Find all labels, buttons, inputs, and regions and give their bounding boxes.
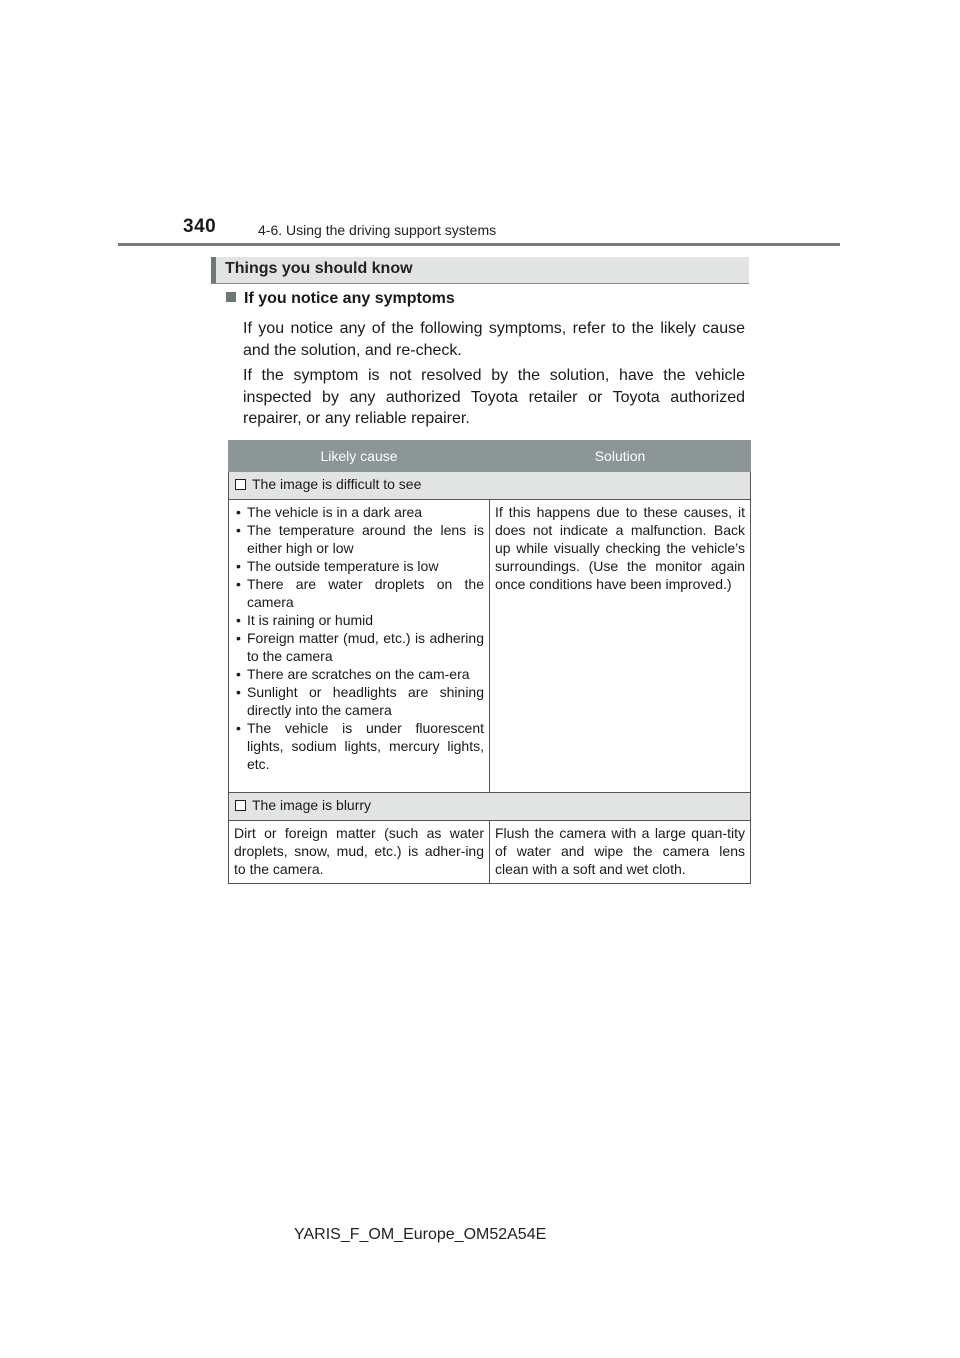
list-item: • There are scratches on the cam-era <box>234 665 484 683</box>
table-header-row <box>229 441 751 472</box>
paragraph-repair: If the symptom is not resolved by the solution, have the vehicle inspected by any authorized Toyota retailer or Toyota authorized repairer, or any reliable repairer. <box>243 367 745 427</box>
group-title-cell <box>229 472 751 500</box>
square-bullet-icon <box>226 292 236 302</box>
symptom-table <box>228 440 751 884</box>
list-item: • There are water droplets on the camera <box>234 575 484 611</box>
header-solution: Solution <box>490 441 751 472</box>
footer-code: YARIS_F_OM_Europe_OM52A54E <box>294 1226 547 1243</box>
section-banner <box>211 257 749 284</box>
list-item: • The outside temperature is low <box>234 557 484 575</box>
group-title: The image is difficult to see <box>252 476 422 492</box>
cause-cell <box>229 500 490 793</box>
table-row <box>229 500 751 793</box>
header-rule <box>118 243 840 246</box>
list-item: • The vehicle is in a dark area <box>234 503 484 521</box>
cause-list <box>234 503 484 773</box>
list-item: • Sunlight or headlights are shining directly into the camera <box>234 683 484 719</box>
page-number: 340 <box>183 216 217 237</box>
list-item: • Foreign matter (mud, etc.) is adhering to the camera <box>234 629 484 665</box>
solution-cell: If this happens due to these causes, it does not indicate a malfunction. Back up while visually checking the vehicle’s surroundings. (Use the monitor again once conditions have been improved.) <box>490 500 751 793</box>
list-item: • The temperature around the lens is either high or low <box>234 521 484 557</box>
subheading <box>226 290 455 308</box>
group-row <box>229 472 751 500</box>
table-row <box>229 821 751 884</box>
group-title-cell <box>229 793 751 821</box>
solution-cell: Flush the camera with a large quan-tity of water and wipe the camera lens clean with a soft and wet cloth. <box>490 821 751 884</box>
section-banner-title: Things you should know <box>225 260 413 277</box>
cause-cell: Dirt or foreign matter (such as water droplets, snow, mud, etc.) is adher-ing to the camera. <box>229 821 490 884</box>
chapter-title: 4-6. Using the driving support systems <box>258 222 497 238</box>
list-item: • The vehicle is under fluorescent lights, sodium lights, mercury lights, etc. <box>234 719 484 773</box>
header-likely-cause: Likely cause <box>229 441 490 472</box>
section-banner-bar <box>211 257 216 283</box>
paragraph-intro: If you notice any of the following symptoms, refer to the likely cause and the solution, and re-check. <box>243 320 745 359</box>
checkbox-icon <box>235 800 246 811</box>
group-title: The image is blurry <box>252 797 372 813</box>
group-row <box>229 793 751 821</box>
subheading-text: If you notice any symptoms <box>244 290 455 307</box>
checkbox-icon <box>235 479 246 490</box>
list-item: • It is raining or humid <box>234 611 484 629</box>
